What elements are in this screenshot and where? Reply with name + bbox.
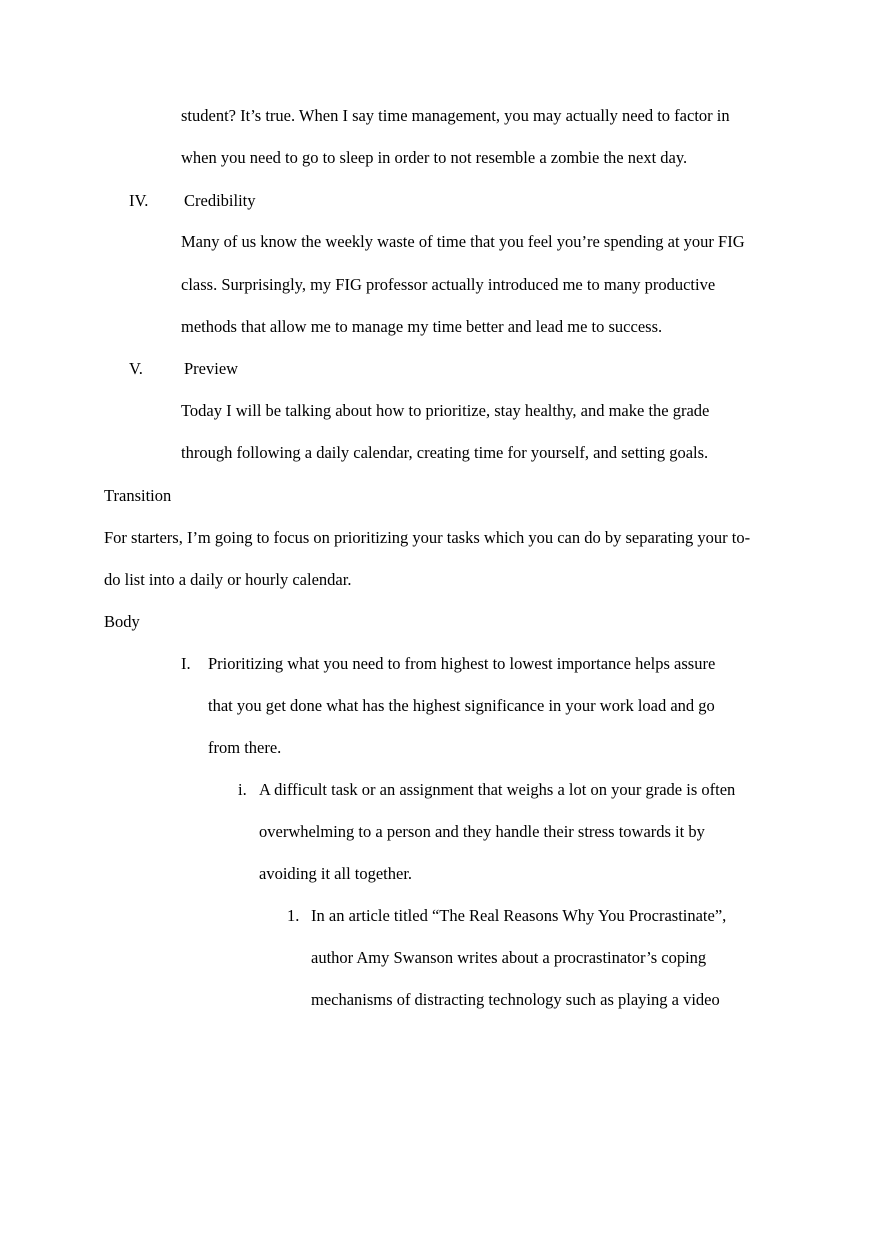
preview-line: Today I will be talking about how to prioritize, stay healthy, and make the grade [181,401,710,420]
credibility-line: class. Surprisingly, my FIG professor actually introduced me to many productive [181,275,716,294]
point-line: Prioritizing what you need to from highest to lowest importance helps assure [208,654,716,673]
credibility-line: methods that allow me to manage my time better and lead me to success. [181,317,663,336]
subsubpoint-line: mechanisms of distracting technology such as playing a video [311,990,720,1009]
subpoint-line: avoiding it all together. [259,864,413,883]
transition-line: For starters, I’m going to focus on prioritizing your tasks which you can do by separating your to- [104,528,751,547]
subsubpoint-numeral: 1. [287,906,300,925]
subpoint-line: A difficult task or an assignment that weighs a lot on your grade is often [259,780,736,799]
credibility-line: Many of us know the weekly waste of time that you feel you’re spending at your FIG [181,232,745,251]
transition-line: do list into a daily or hourly calendar. [104,570,352,589]
subpoint-numeral: i. [238,780,247,799]
section-numeral: IV. [129,191,149,210]
intro-line: student? It’s true. When I say time management, you may actually need to factor in [181,106,730,125]
intro-line: when you need to go to sleep in order to not resemble a zombie the next day. [181,148,688,167]
preview-line: through following a daily calendar, creating time for yourself, and setting goals. [181,443,709,462]
section-numeral: V. [129,359,143,378]
subpoint-line: overwhelming to a person and they handle their stress towards it by [259,822,705,841]
section-heading-credibility: Credibility [184,191,256,210]
section-heading-transition: Transition [104,486,172,505]
point-line: from there. [208,738,282,757]
point-line: that you get done what has the highest significance in your work load and go [208,696,715,715]
point-numeral: I. [181,654,191,673]
section-heading-preview: Preview [184,359,239,378]
section-heading-body: Body [104,612,140,631]
subsubpoint-line: author Amy Swanson writes about a procrastinator’s coping [311,948,707,967]
subsubpoint-line: In an article titled “The Real Reasons Why You Procrastinate”, [311,906,727,925]
